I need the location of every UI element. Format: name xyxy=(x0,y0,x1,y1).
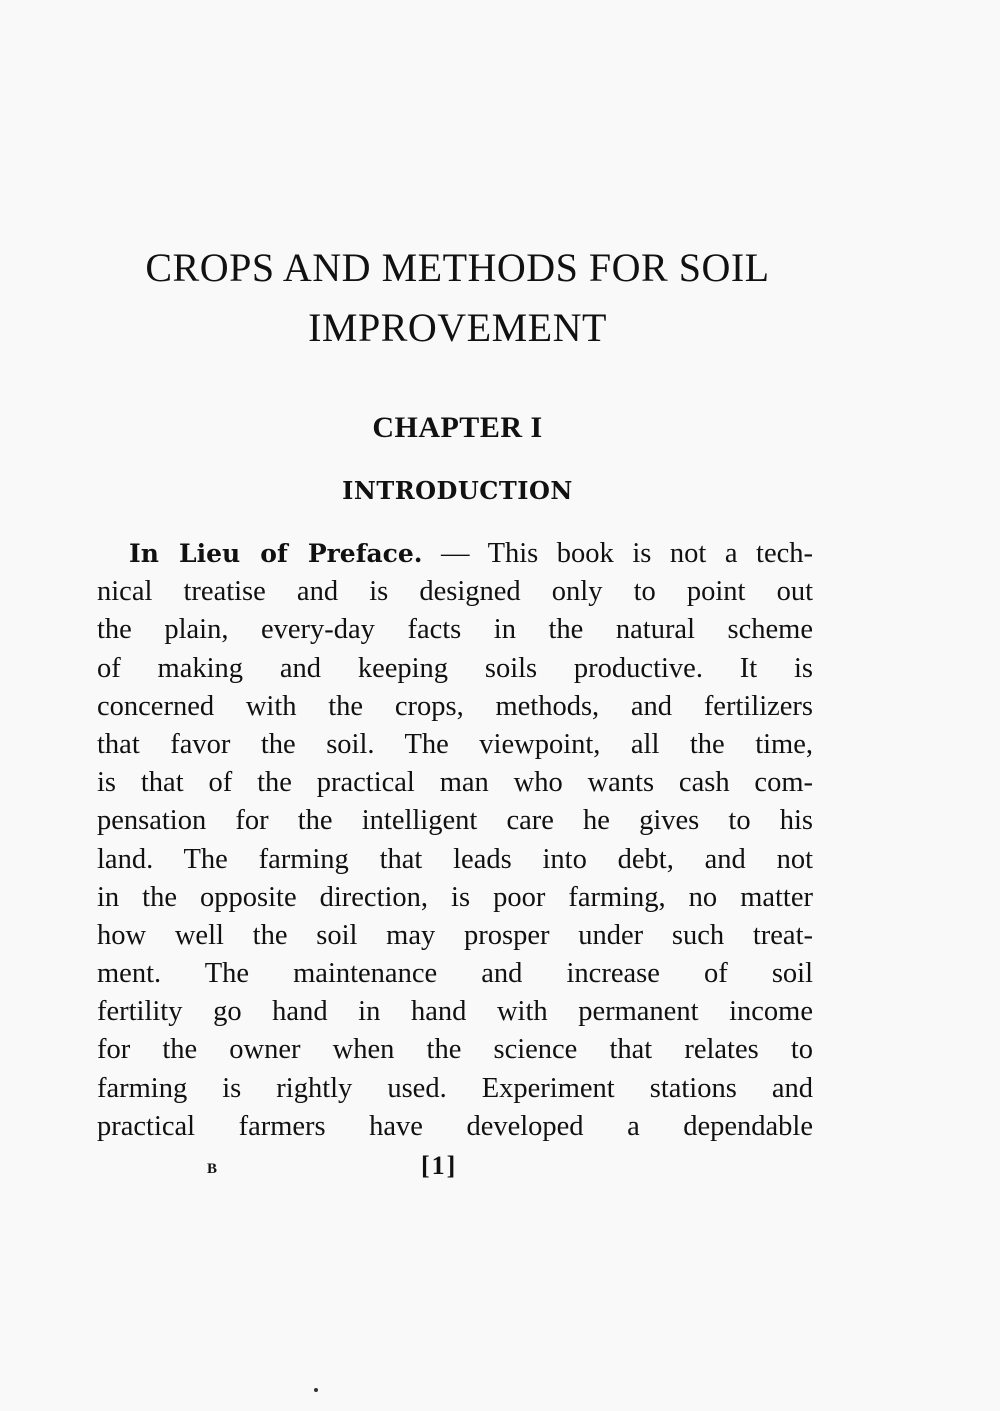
run-in-heading: In Lieu of Preface. xyxy=(129,539,423,568)
paragraph-line: farming is rightly used. Experiment stations and xyxy=(97,1072,813,1104)
paragraph-line: how well the soil may prosper under such treat- xyxy=(97,919,813,951)
chapter-title: INTRODUCTION xyxy=(342,476,573,505)
body-paragraph xyxy=(97,535,813,1146)
paragraph-line: that favor the soil. The viewpoint, all the time, xyxy=(97,728,813,760)
paragraph-line: concerned with the crops, methods, and fertilizers xyxy=(97,690,813,722)
paragraph-line: land. The farming that leads into debt, and not xyxy=(97,843,813,875)
paragraph-line: nical treatise and is designed only to point out xyxy=(97,576,813,608)
book-title-line-2: IMPROVEMENT xyxy=(308,305,607,350)
paragraph-line xyxy=(97,535,813,573)
paragraph-line: is that of the practical man who wants cash com- xyxy=(97,767,813,799)
paragraph-line: pensation for the intelligent care he gives to his xyxy=(97,805,813,837)
book-title-line-1: CROPS AND METHODS FOR SOIL xyxy=(145,245,770,290)
paragraph-line: ment. The maintenance and increase of soil xyxy=(97,958,813,990)
paragraph-line: fertility go hand in hand with permanent income xyxy=(97,996,813,1028)
page-number: [1] xyxy=(421,1151,458,1180)
paragraph-line: in the opposite direction, is poor farming, no matter xyxy=(97,881,813,913)
paragraph-line: practical farmers have developed a dependable xyxy=(97,1110,813,1142)
chapter-number: CHAPTER I xyxy=(372,411,543,444)
paragraph-line: of making and keeping soils productive. It is xyxy=(97,652,813,684)
paragraph-line: for the owner when the science that relates to xyxy=(97,1034,813,1066)
paragraph-line-text: — This book is not a tech- xyxy=(422,538,813,569)
paragraph-line: the plain, every-day facts in the natural scheme xyxy=(97,614,813,646)
ink-speck xyxy=(314,1388,318,1392)
signature-mark: B xyxy=(207,1161,218,1177)
